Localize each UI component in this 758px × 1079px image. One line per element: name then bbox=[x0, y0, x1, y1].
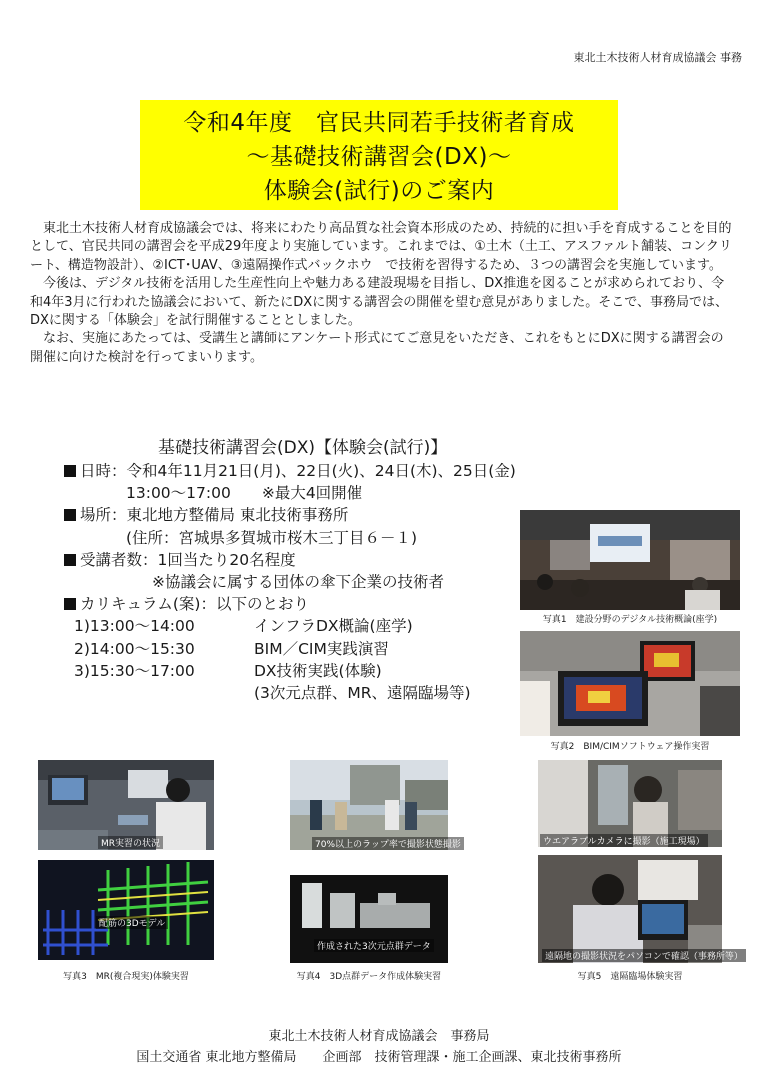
photo-rebar-model bbox=[38, 860, 214, 960]
event-title: 基礎技術講習会(DX)【体験会(試行)】 bbox=[158, 438, 448, 458]
org-header: 東北土木技術人材育成協議会 事務 bbox=[573, 51, 742, 64]
title-line-1: 令和4年度 官民共同若手技術者育成 bbox=[183, 110, 575, 136]
curriculum-item: 1)13:00～14:00 インフラDX概論(座学) bbox=[74, 617, 413, 636]
address-text: (住所：宮城県多賀城市桜木三丁目６－１) bbox=[126, 528, 418, 547]
time-text: 13:00～17:00 ※最大4回開催 bbox=[126, 484, 363, 503]
curriculum-label: カリキュラム(案)：以下のとおり bbox=[80, 595, 309, 614]
event-info bbox=[64, 460, 516, 704]
photo-remote-check bbox=[538, 855, 743, 963]
intro-paragraph-1: 東北土木技術人材育成協議会では、将来にわたり高品質な社会資本形成のため、持続的に担い手を育成することを目的として、官民共同の講習会を平成29年度より実施しています。これまでは、①土木（土工、アスファルト舗装、コンクリート、構造物設計）、②ICT･UAV、③遠隔操作式バックホウ で技術を習得するため、３つの講習会を実施しています。 bbox=[30, 221, 732, 273]
intro-text bbox=[30, 220, 736, 367]
curriculum-item: 2)14:00～15:30 BIM／CIM実践演習 bbox=[74, 639, 389, 658]
title-banner bbox=[140, 100, 618, 210]
wearable-label: ウエアラブルカメラに撮影（施工現場） bbox=[540, 834, 708, 847]
bullet-square-icon bbox=[64, 509, 76, 521]
capacity-label: 受講者数：1回当たり20名程度 bbox=[80, 550, 296, 569]
footer-line-1: 東北土木技術人材育成協議会 事務局 bbox=[268, 1029, 490, 1044]
remote-label: 遠隔地の撮影状況をパソコンで確認（事務所等） bbox=[542, 949, 746, 962]
bullet-square-icon bbox=[64, 554, 76, 566]
capacity-note: ※協議会に属する団体の傘下企業の技術者 bbox=[152, 573, 444, 592]
bullet-square-icon bbox=[64, 465, 76, 477]
model-label: 配筋の3Dモデル bbox=[96, 916, 168, 929]
photo4-caption: 写真4 3D点群データ作成体験実習 bbox=[296, 972, 442, 982]
photo5-caption: 写真5 遠隔臨場体験実習 bbox=[577, 972, 683, 982]
photo2-caption: 写真2 BIM/CIMソフトウェア操作実習 bbox=[550, 742, 710, 752]
photo-point-cloud bbox=[290, 875, 448, 963]
photo1-caption: 写真1 建設分野のデジタル技術概論(座学) bbox=[542, 615, 718, 625]
date-label: 日時：令和4年11月21日(月)、22日(火)、24日(木)、25日(金) bbox=[80, 462, 516, 480]
title-line-2: ～基礎技術講習会(DX)～ bbox=[246, 144, 512, 170]
photo-bim-software bbox=[520, 631, 740, 736]
lap-label: 70%以上のラップ率で撮影状態撮影 bbox=[312, 837, 464, 850]
photo-wearable-camera bbox=[538, 760, 722, 847]
intro-paragraph-3: なお、実施にあたっては、受講生と講師にアンケート形式にてご意見をいただき、これをもとにDXに関する講習会の開催に向けた検討を行ってまいります。 bbox=[30, 331, 724, 365]
curriculum-note: (3次元点群、MR、遠隔臨場等) bbox=[254, 684, 471, 703]
title-line-3: 体験会(試行)のご案内 bbox=[263, 178, 495, 204]
photo-lecture-room bbox=[520, 510, 740, 610]
footer-line-2: 国土交通省 東北地方整備局 企画部 技術管理課・施工企画課、東北技術事務所 bbox=[136, 1050, 622, 1065]
mr-label: MR実習の状況 bbox=[98, 836, 163, 849]
photo3-caption: 写真3 MR(複合現実)体験実習 bbox=[63, 972, 189, 982]
photo-site-survey bbox=[290, 760, 461, 850]
point-cloud-label: 作成された3次元点群データ bbox=[314, 939, 434, 952]
photo-mr-training bbox=[38, 760, 214, 850]
place-label: 場所：東北地方整備局 東北技術事務所 bbox=[80, 506, 349, 525]
intro-paragraph-2: 今後は、デジタル技術を活用した生産性向上や魅力ある建設現場を目指し、DX推進を図ることが求められており、令和4年3月に行われた協議会において、新たにDXに関する講習会の開催を望む意見がありました。そこで、事務局では、DXに関する「体験会」を試行開催することとしました。 bbox=[30, 276, 728, 329]
curriculum-item: 3)15:30～17:00 DX技術実践(体験) bbox=[74, 661, 382, 680]
bullet-square-icon bbox=[64, 598, 76, 610]
